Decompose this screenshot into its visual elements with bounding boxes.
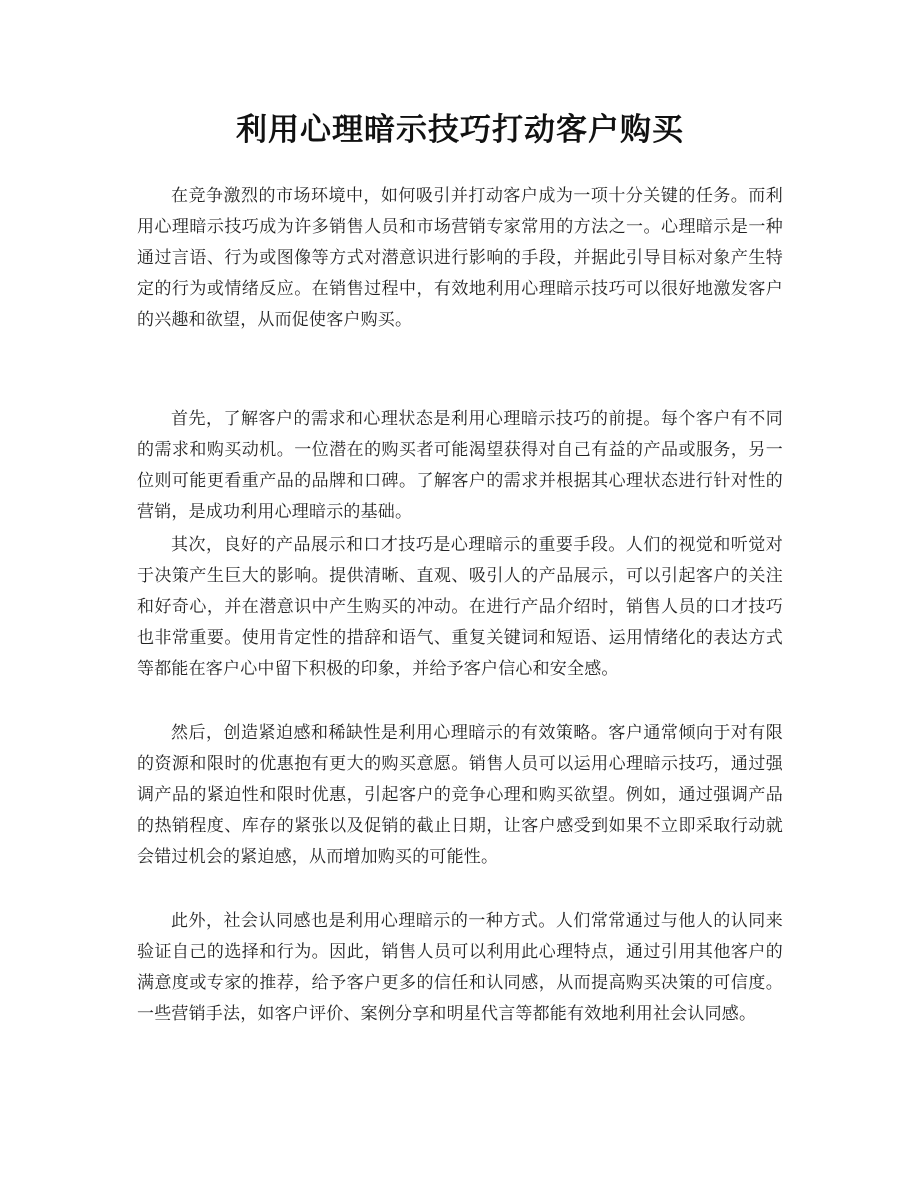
paragraph-first: 首先，了解客户的需求和心理状态是利用心理暗示技巧的前提。每个客户有不同的需求和购买动机。一位潜在的购买者可能渴望获得对自己有益的产品或服务，另一位则可能更看重产品的品牌和口碑。了解客户的需求并根据其心理状态进行针对性的营销，是成功利用心理暗示的基础。 xyxy=(137,409,783,522)
paragraph-third: 然后，创造紧迫感和稀缺性是利用心理暗示的有效策略。客户通常倾向于对有限的资源和限时的优惠抱有更大的购买意愿。销售人员可以运用心理暗示技巧，通过强调产品的紧迫性和限时优惠，引起客户的竞争心理和购买欲望。例如，通过强调产品的热销程度、库存的紧张以及促销的截止日期，让客户感受到如果不立即采取行动就会错过机会的紧迫感，从而增加购买的可能性。 xyxy=(137,723,783,867)
paragraph-intro: 在竞争激烈的市场环境中，如何吸引并打动客户成为一项十分关键的任务。而利用心理暗示技巧成为许多销售人员和市场营销专家常用的方法之一。心理暗示是一种通过言语、行为或图像等方式对潜意识进行影响的手段，并据此引导目标对象产生特定的行为或情绪反应。在销售过程中，有效地利用心理暗示技巧可以很好地激发客户的兴趣和欲望，从而促使客户购买。 xyxy=(137,186,783,330)
paragraph-fourth: 此外，社会认同感也是利用心理暗示的一种方式。人们常常通过与他人的认同来验证自己的选择和行为。因此，销售人员可以利用此心理特点，通过引用其他客户的满意度或专家的推荐，给予客户更多的信任和认同感，从而提高购买决策的可信度。一些营销手法，如客户评价、案例分享和明星代言等都能有效地利用社会认同感。 xyxy=(137,911,783,1024)
document-title: 利用心理暗示技巧打动客户购买 xyxy=(236,112,684,148)
paragraph-second: 其次，良好的产品展示和口才技巧是心理暗示的重要手段。人们的视觉和听觉对于决策产生巨大的影响。提供清晰、直观、吸引人的产品展示，可以引起客户的关注和好奇心，并在潜意识中产生购买的冲动。在进行产品介绍时，销售人员的口才技巧也非常重要。使用肯定性的措辞和语气、重复关键词和短语、运用情绪化的表达方式等都能在客户心中留下积极的印象，并给予客户信心和安全感。 xyxy=(137,535,783,679)
